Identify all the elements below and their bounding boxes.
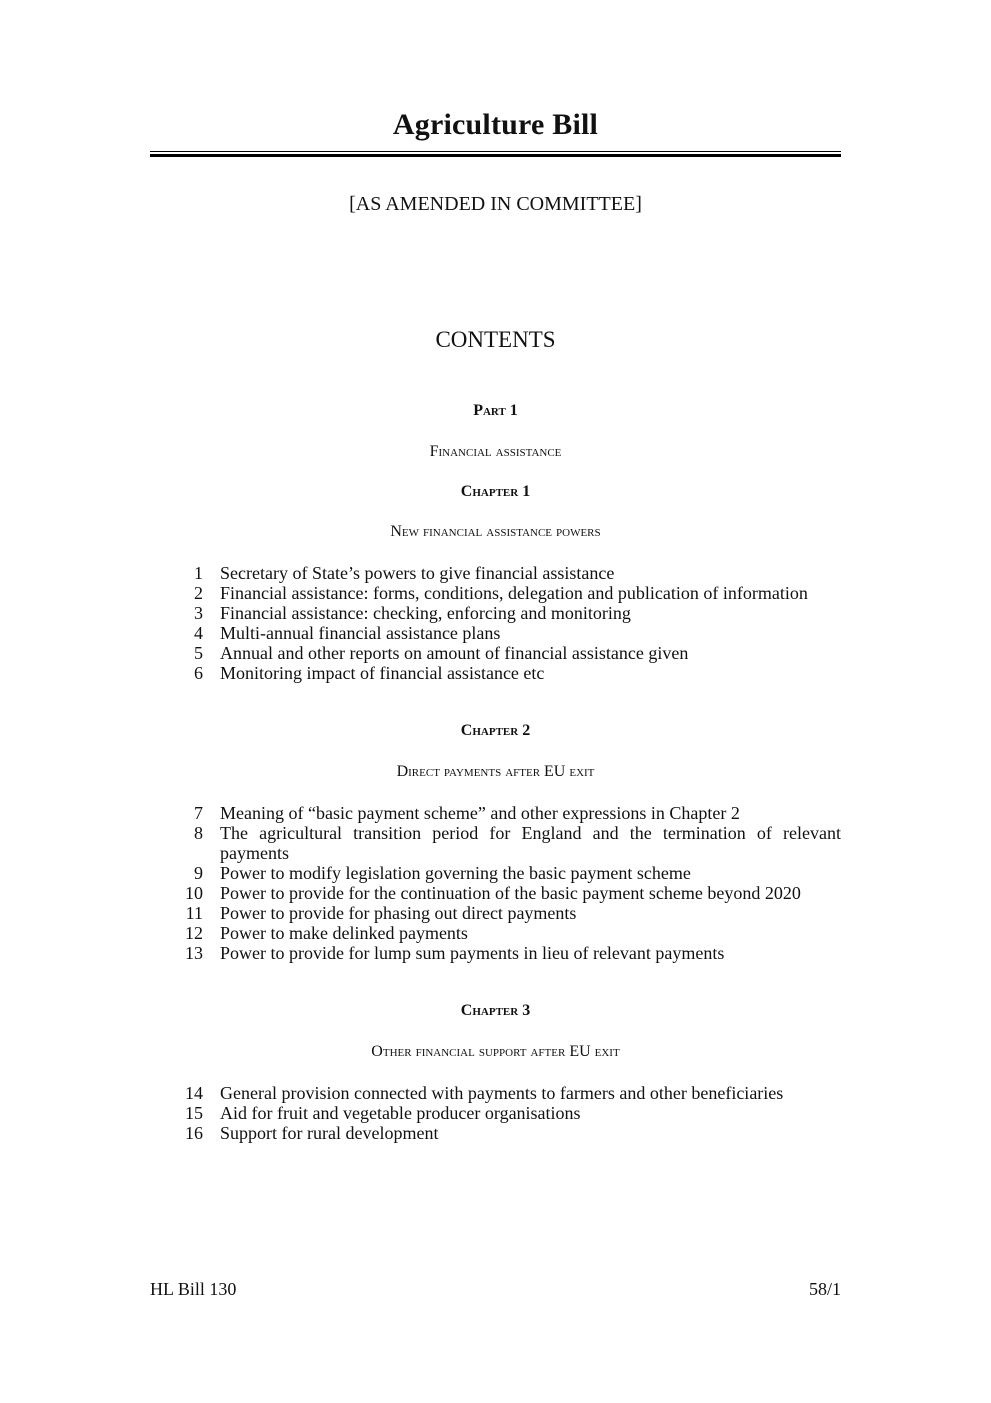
document-title: Agriculture Bill <box>392 108 599 141</box>
contents-entry[interactable] <box>170 563 841 583</box>
contents-entry[interactable] <box>170 623 841 643</box>
entry-number: 12 <box>185 923 203 943</box>
entry-number: 11 <box>185 903 203 923</box>
contents-entry[interactable] <box>170 863 841 883</box>
chapter-heading: Chapter 2 <box>460 722 531 739</box>
chapter-heading: Chapter 3 <box>460 1002 531 1019</box>
entry-number: 10 <box>185 883 203 903</box>
entry-number: 1 <box>194 563 203 583</box>
entry-number: 8 <box>194 823 203 843</box>
contents-heading: CONTENTS <box>435 327 556 352</box>
contents-entry[interactable] <box>170 1123 841 1143</box>
entry-text: Annual and other reports on amount of financial assistance given <box>220 643 689 663</box>
contents-entry[interactable] <box>170 943 841 963</box>
contents-entry[interactable] <box>170 823 841 863</box>
contents-entry[interactable] <box>170 923 841 943</box>
entry-text: Meaning of “basic payment scheme” and other expressions in Chapter 2 <box>220 803 740 823</box>
contents-entry[interactable] <box>170 1083 841 1103</box>
contents-entry[interactable] <box>170 643 841 663</box>
title-rule-thick <box>150 154 841 157</box>
entry-text: Multi-annual financial assistance plans <box>220 623 501 643</box>
entry-text: Power to modify legislation governing the basic payment scheme <box>220 863 691 883</box>
entry-number: 3 <box>194 603 203 623</box>
entry-text: Financial assistance: checking, enforcing and monitoring <box>220 603 631 623</box>
chapter-title: Direct payments after EU exit <box>396 763 595 780</box>
title-rule-thin <box>150 151 841 152</box>
entry-text: General provision connected with payments to farmers and other beneficiaries <box>220 1083 784 1103</box>
entry-text: Power to provide for phasing out direct payments <box>220 903 577 923</box>
entry-text: Power to provide for lump sum payments in lieu of relevant payments <box>220 943 725 963</box>
entry-text: Power to make delinked payments <box>220 923 468 943</box>
entry-number: 13 <box>185 943 203 963</box>
contents-entry[interactable] <box>170 663 841 683</box>
entry-number: 16 <box>185 1123 203 1143</box>
contents-entry[interactable] <box>170 603 841 623</box>
chapter-heading: Chapter 1 <box>460 483 531 500</box>
entry-number: 9 <box>194 863 203 883</box>
entry-number: 14 <box>185 1083 203 1103</box>
contents-entry[interactable] <box>170 583 841 603</box>
entry-number: 6 <box>194 663 203 683</box>
entry-number: 4 <box>194 623 203 643</box>
contents-entry[interactable] <box>170 903 841 923</box>
entry-text: Secretary of State’s powers to give financial assistance <box>220 563 615 583</box>
chapter-entries <box>170 803 841 963</box>
part-heading: Part 1 <box>473 402 518 419</box>
entry-text: Monitoring impact of financial assistance etc <box>220 663 545 683</box>
document-subtitle: [AS AMENDED IN COMMITTEE] <box>349 193 642 215</box>
footer-print-reference: 58/1 <box>808 1279 841 1299</box>
entry-text: The agricultural transition period for England and the termination of relevant payments <box>220 823 841 863</box>
chapter-entries <box>170 563 841 683</box>
entry-text: Financial assistance: forms, conditions, delegation and publication of information <box>220 583 808 603</box>
chapter-title: New financial assistance powers <box>390 523 601 540</box>
chapter-entries <box>170 1083 841 1143</box>
contents-entry[interactable] <box>170 883 841 903</box>
entry-number: 7 <box>194 803 203 823</box>
entry-text: Power to provide for the continuation of the basic payment scheme beyond 2020 <box>220 883 801 903</box>
contents-entry[interactable] <box>170 803 841 823</box>
part-title: Financial assistance <box>429 443 562 460</box>
entry-text: Aid for fruit and vegetable producer organisations <box>220 1103 581 1123</box>
entry-number: 15 <box>185 1103 203 1123</box>
footer-bill-reference: HL Bill 130 <box>150 1279 237 1299</box>
chapter-title: Other financial support after EU exit <box>371 1043 620 1060</box>
entry-number: 2 <box>194 583 203 603</box>
contents-entry[interactable] <box>170 1103 841 1123</box>
entry-number: 5 <box>194 643 203 663</box>
entry-text: Support for rural development <box>220 1123 439 1143</box>
